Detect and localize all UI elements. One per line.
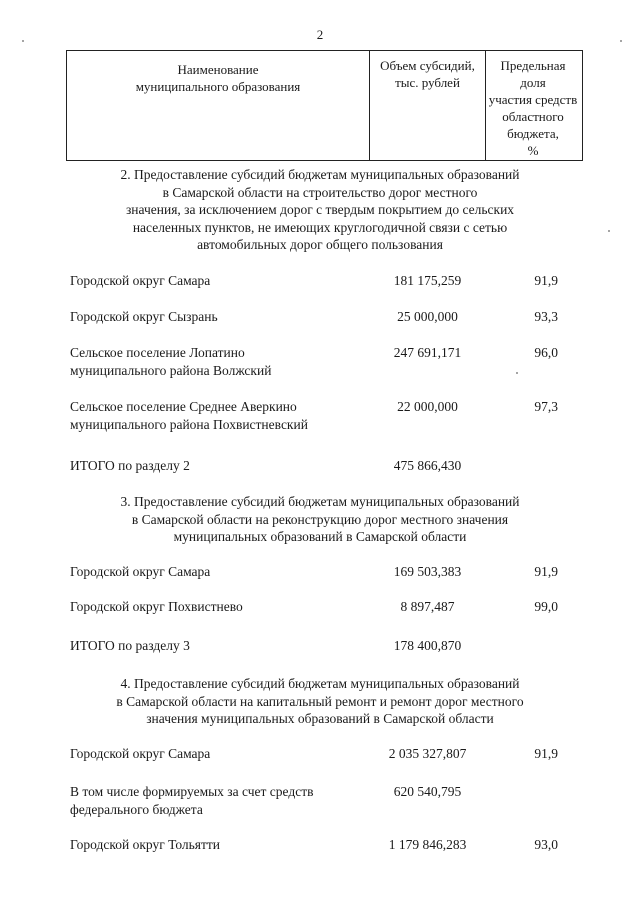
section-title-line: в Самарской области на реконструкцию дорог местного значения — [131, 511, 509, 527]
row-amount: 1 179 846,283 — [388, 837, 467, 852]
header-line: областного — [502, 109, 564, 124]
page-number: 2 — [316, 27, 324, 42]
row-name-line: федерального бюджета — [70, 802, 203, 817]
scan-speck — [608, 230, 610, 232]
row-name — [70, 398, 370, 434]
row-percent: 99,0 — [534, 599, 558, 614]
row-name-line: Городской округ Самара — [70, 746, 211, 761]
section-title-line: в Самарской области на капитальный ремонт и ремонт дорог местного — [116, 693, 524, 709]
row-name-line: Городской округ Сызрань — [70, 309, 218, 324]
section-2-title — [0, 166, 640, 254]
row-name — [70, 783, 370, 819]
row-percent: 91,9 — [534, 564, 558, 579]
total-amount: 475 866,430 — [393, 458, 462, 473]
row-amount: 25 000,000 — [397, 309, 458, 324]
scan-speck — [620, 40, 622, 42]
section-title-line: муниципальных образований в Самарской области — [173, 529, 467, 544]
header-line: бюджета, — [507, 126, 559, 141]
row-name — [70, 745, 370, 763]
section-title-line: 4. Предоставление субсидий бюджетам муниципальных образований — [120, 676, 520, 691]
row-name-line: В том числе формируемых за счет средств — [70, 784, 314, 799]
header-col-name — [67, 51, 369, 160]
row-name-line: муниципального района Похвистневский — [70, 417, 308, 432]
row-name — [70, 836, 370, 854]
table-header — [66, 50, 583, 161]
row-name-line: Городской округ Самара — [70, 564, 211, 579]
row-name — [70, 563, 370, 581]
total-label: ИТОГО по разделу 2 — [70, 458, 190, 473]
row-name-line: Сельское поселение Среднее Аверкино — [70, 399, 297, 414]
header-line: % — [527, 143, 539, 158]
row-name-line: Городской округ Похвистнево — [70, 599, 243, 614]
header-line: тыс. рублей — [395, 75, 460, 90]
total-label: ИТОГО по разделу 3 — [70, 638, 190, 653]
section-title-line: в Самарской области на строительство дорог местного — [162, 184, 478, 200]
header-col-amount — [369, 51, 486, 160]
section-title-line: 3. Предоставление субсидий бюджетам муниципальных образований — [120, 494, 520, 509]
section-title-line: значения муниципальных образований в Самарской области — [146, 711, 494, 726]
row-percent: 93,0 — [534, 837, 558, 852]
section-title-line: автомобильных дорог общего пользования — [197, 237, 443, 252]
row-amount: 22 000,000 — [397, 399, 458, 414]
row-name-line: Городской округ Тольятти — [70, 837, 221, 852]
row-percent: 96,0 — [534, 345, 558, 360]
row-amount: 8 897,487 — [400, 599, 455, 614]
section-4-title — [0, 675, 640, 728]
header-line: Наименование — [177, 62, 259, 77]
row-name-line: Городской округ Самара — [70, 273, 211, 288]
scan-speck — [22, 40, 24, 42]
section-title-line: населенных пунктов, не имеющих круглогодичной связи с сетью — [132, 219, 508, 235]
scan-speck — [516, 372, 518, 374]
row-amount: 247 691,171 — [393, 345, 462, 360]
total-amount: 178 400,870 — [393, 638, 462, 653]
row-amount: 620 540,795 — [393, 784, 462, 799]
row-percent: 91,9 — [534, 746, 558, 761]
row-name — [70, 598, 370, 616]
row-name-line: муниципального района Волжский — [70, 363, 272, 378]
row-amount: 169 503,383 — [393, 564, 462, 579]
header-line: Объем субсидий, — [380, 58, 475, 73]
header-line: участия средств — [488, 92, 578, 107]
section-3-title — [0, 493, 640, 546]
section-title-line: значения, за исключением дорог с твердым покрытием до сельских — [125, 202, 515, 217]
row-percent: 97,3 — [534, 399, 558, 414]
header-line: муниципального образования — [135, 79, 301, 94]
header-line: доля — [520, 75, 546, 90]
row-amount: 2 035 327,807 — [388, 746, 467, 761]
row-name — [70, 272, 370, 290]
row-amount: 181 175,259 — [393, 273, 462, 288]
row-percent: 91,9 — [534, 273, 558, 288]
header-col-percent — [484, 51, 582, 160]
row-name — [70, 344, 370, 380]
row-name — [70, 308, 370, 326]
section-title-line: 2. Предоставление субсидий бюджетам муниципальных образований — [120, 167, 520, 182]
header-line: Предельная — [500, 58, 566, 73]
row-percent: 93,3 — [534, 309, 558, 324]
row-name-line: Сельское поселение Лопатино — [70, 345, 245, 360]
